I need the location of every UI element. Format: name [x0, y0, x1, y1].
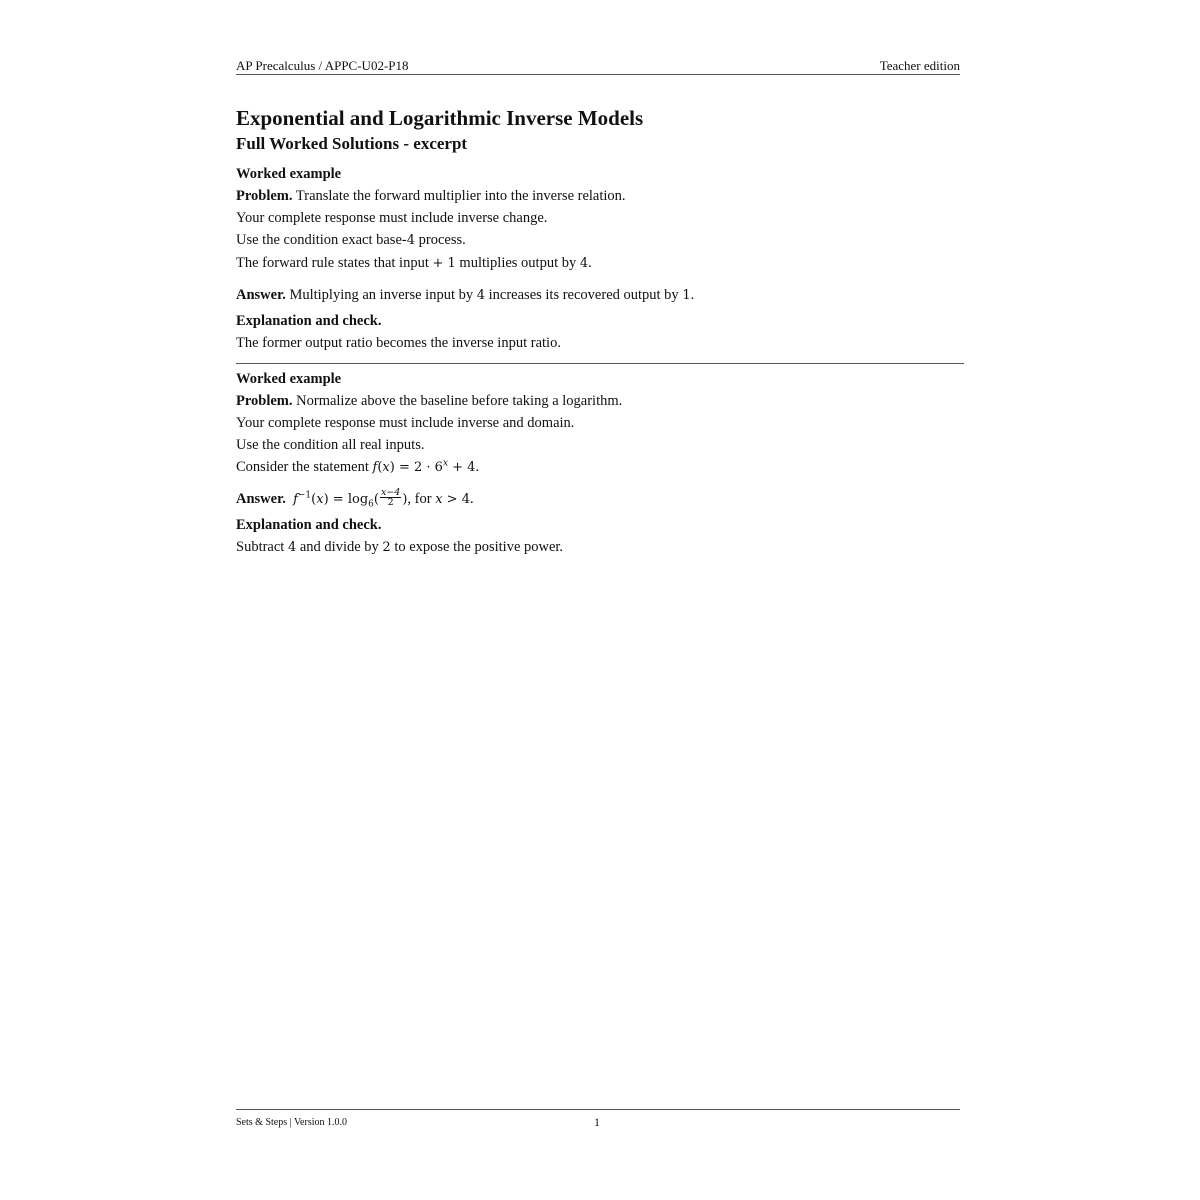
answer-line [236, 284, 964, 307]
answer-math-1: 4 [476, 288, 486, 303]
explanation-text-2: and divide by [296, 539, 383, 555]
equation-tail: + 4 [448, 460, 476, 475]
example-heading: Worked example [236, 371, 342, 387]
fraction-denominator: 2 [387, 497, 394, 508]
condition-line: Use the condition all real inputs. [236, 437, 425, 453]
condition-inequality: > 4 [442, 492, 470, 507]
condition-line [236, 229, 964, 252]
statement-text-1: The forward rule states that input [236, 255, 433, 271]
worked-example-1 [236, 163, 964, 354]
answer-line [236, 488, 964, 511]
requirement-line: Your complete response must include inverse and domain. [236, 415, 575, 431]
explanation-text-3: to expose the positive power. [390, 539, 564, 555]
inverse-exponent: −1 [297, 490, 312, 501]
condition-prefix: Use the condition exact base- [236, 232, 407, 248]
statement-math-1: + 1 [432, 256, 456, 271]
document-body [236, 104, 964, 559]
page-subtitle: Full Worked Solutions - excerpt [236, 134, 468, 153]
problem-text: Normalize above the baseline before taking a logarithm. [296, 393, 623, 409]
problem-line [236, 390, 964, 412]
problem-label: Problem. [236, 188, 293, 204]
problem-text: Translate the forward multiplier into the inverse relation. [295, 188, 626, 204]
log-text: = log [328, 492, 369, 507]
explanation-text-1: Subtract [236, 539, 288, 555]
page-number: 1 [594, 1115, 600, 1129]
answer-text-2: increases its recovered output by [485, 287, 683, 303]
variable-x: x [382, 460, 390, 475]
explanation-line [236, 536, 964, 559]
function-name: f [372, 460, 378, 475]
fraction [380, 488, 401, 507]
statement-math-2: 4 [579, 256, 589, 271]
fraction-numerator: x−4 [380, 487, 401, 498]
page-title: Exponential and Logarithmic Inverse Models [236, 106, 644, 130]
condition-variable: x [435, 492, 443, 507]
course-path: AP Precalculus / APPC-U02-P18 [236, 58, 409, 73]
inverse-function-name: f [293, 492, 298, 507]
footer-version: Sets & Steps | Version 1.0.0 [236, 1117, 347, 1128]
log-base: 6 [368, 499, 374, 510]
statement-line [236, 456, 964, 479]
example-divider [236, 363, 964, 364]
explanation-text: The former output ratio becomes the inverse input ratio. [236, 335, 561, 351]
answer-math-2: 1 [682, 288, 691, 303]
problem-line [236, 185, 964, 207]
answer-text-1: Multiplying an inverse input by [289, 287, 477, 303]
answer-end: . [469, 491, 474, 507]
answer-label: Answer. [236, 287, 286, 303]
worked-example-2 [236, 368, 964, 559]
statement-text-3: . [588, 255, 592, 271]
problem-label: Problem. [236, 393, 293, 409]
statement-line [236, 252, 964, 275]
edition-label: Teacher edition [879, 58, 960, 73]
condition-suffix: process. [418, 232, 466, 248]
variable-x: x [316, 492, 324, 507]
example-heading: Worked example [236, 166, 342, 182]
answer-for: , for [407, 491, 436, 507]
equation-body: = 2 · 6 [394, 460, 443, 475]
explanation-math-2: 2 [382, 540, 391, 555]
domain-condition [435, 492, 470, 507]
explanation-heading: Explanation and check. [236, 313, 382, 329]
page-footer [236, 1109, 960, 1132]
explanation-math-1: 4 [287, 540, 297, 555]
requirement-line: Your complete response must include inverse change. [236, 210, 548, 226]
exponent: x [442, 458, 449, 469]
answer-equation: $f^{-1}(x) = \log_6$( $\frac{x-4}{2}$ ) [293, 487, 408, 510]
condition-base: 4 [406, 233, 415, 248]
statement-prefix: Consider the statement [236, 459, 373, 475]
statement-equation: $f(x) = 2 \cdot 6^x + 4$ [372, 458, 476, 475]
statement-end: . [475, 459, 480, 475]
answer-label: Answer. [236, 491, 286, 507]
page-header [236, 58, 960, 75]
statement-text-2: multiplies output by [455, 255, 580, 271]
explanation-heading: Explanation and check. [236, 517, 382, 533]
answer-text-3: . [690, 287, 695, 303]
